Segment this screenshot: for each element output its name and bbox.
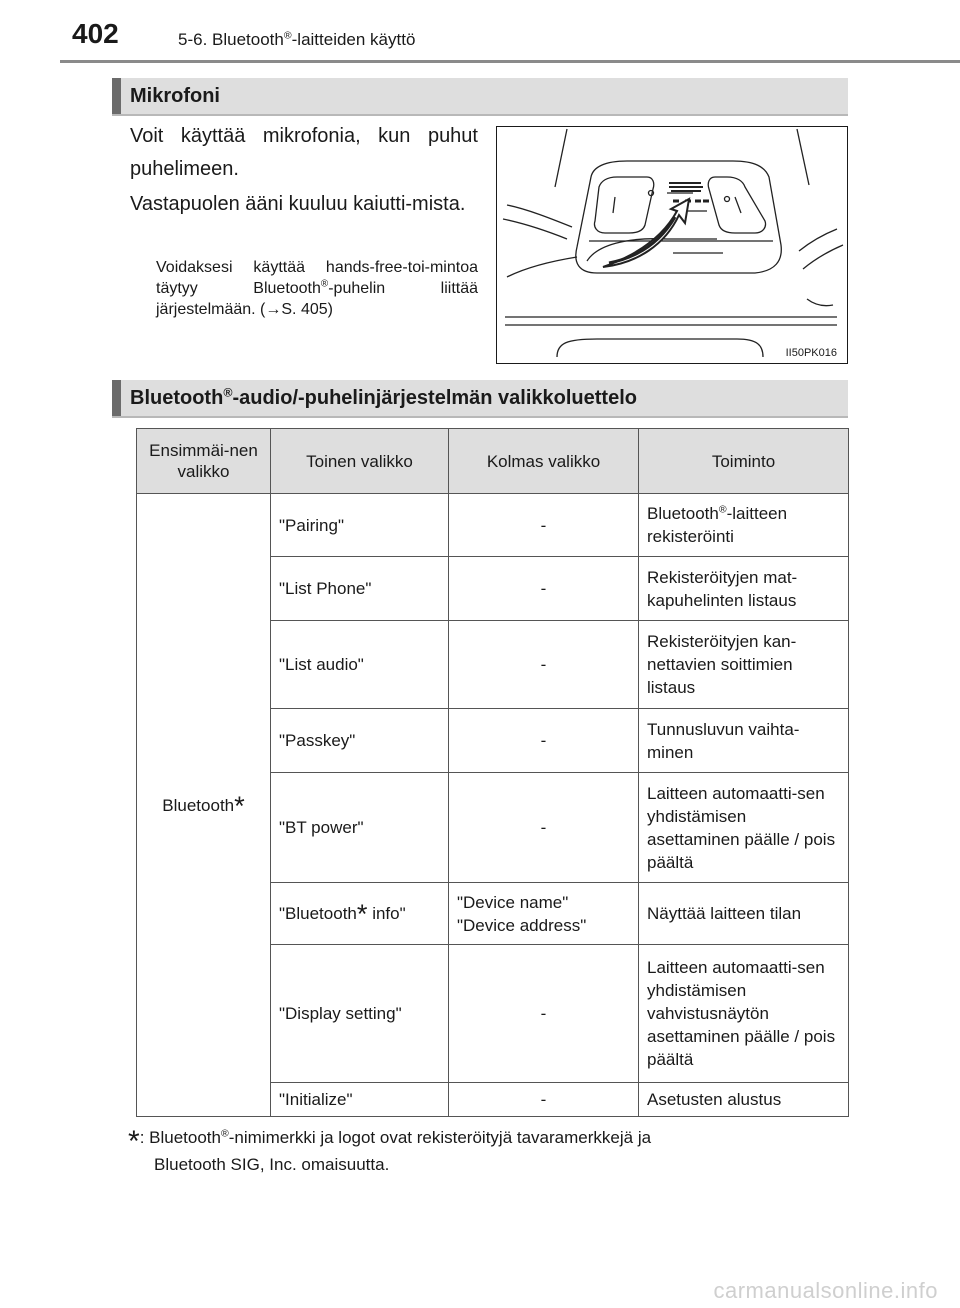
third-menu-cell: - <box>449 1083 639 1117</box>
heading-text: Mikrofoni <box>130 85 220 107</box>
footnote-line-1: *: Bluetooth®-nimimerkki ja logot ovat rekisteröityjä tavaramerkkejä ja <box>128 1125 652 1158</box>
third-menu-cell: "Device name" "Device address" <box>449 883 639 945</box>
note-hands-free: Voidaksesi käyttää hands-free-toi-mintoa täytyy Bluetooth®-puhelin liittää järjestelmään. (→S. 405) <box>156 259 478 318</box>
second-menu-cell: "List audio" <box>271 621 449 709</box>
function-cell: Rekisteröityjen mat-kapuhelinten listaus <box>639 557 849 621</box>
arrow-right-icon: → <box>265 301 282 318</box>
footnote-mark: * <box>128 1125 140 1158</box>
menu-table <box>136 428 849 1117</box>
microphone-illustration <box>496 126 848 364</box>
section-heading-mikrofoni <box>112 78 848 116</box>
paragraph-microphone-use: Voit käyttää mikrofonia, kun puhut puhelimeen. <box>130 125 478 180</box>
function-cell: Laitteen automaatti-sen yhdistämisen asettaminen päälle / pois päältä <box>639 773 849 883</box>
second-menu-cell: "BT power" <box>271 773 449 883</box>
second-menu-cell: "Bluetooth* info" <box>271 883 449 945</box>
paragraph-speaker: Vastapuolen ääni kuuluu kaiutti-mista. <box>130 193 466 215</box>
footnote-line-2: Bluetooth SIG, Inc. omaisuutta. <box>154 1155 390 1174</box>
function-cell: Rekisteröityjen kan-nettavien soittimien listaus <box>639 621 849 709</box>
third-menu-cell: - <box>449 621 639 709</box>
function-cell: Laitteen automaatti-sen yhdistämisen vahvistusnäytön asettaminen päälle / pois päältä <box>639 945 849 1083</box>
second-menu-cell: "Pairing" <box>271 494 449 557</box>
figure-code: II50PK016 <box>785 347 837 359</box>
table-header-row <box>137 429 849 494</box>
function-cell: Näyttää laitteen tilan <box>639 883 849 945</box>
header-rule <box>60 60 960 63</box>
third-menu-cell: - <box>449 557 639 621</box>
column-header-first-menu: Ensimmäi-nen valikko <box>137 429 271 494</box>
column-header-second-menu: Toinen valikko <box>271 429 449 494</box>
second-menu-cell: "Display setting" <box>271 945 449 1083</box>
section-title: 5-6. Bluetooth®-laitteiden käyttö <box>178 29 416 49</box>
footnote <box>128 1124 850 1178</box>
function-cell: Tunnusluvun vaihta-minen <box>639 709 849 773</box>
column-header-function: Toiminto <box>639 429 849 494</box>
first-menu-cell: Bluetooth* <box>137 494 271 1117</box>
table-row <box>137 494 849 557</box>
third-menu-cell: - <box>449 709 639 773</box>
second-menu-cell: "Passkey" <box>271 709 449 773</box>
function-cell: Asetusten alustus <box>639 1083 849 1117</box>
heading-bar <box>112 380 121 416</box>
heading-text: Bluetooth®-audio/-puhelinjärjestelmän valikkoluettelo <box>130 385 637 409</box>
column-header-third-menu: Kolmas valikko <box>449 429 639 494</box>
overhead-console-drawing <box>497 127 847 363</box>
function-cell: Bluetooth®-laitteen rekisteröinti <box>639 494 849 557</box>
page-header <box>0 0 960 64</box>
page-number: 402 <box>72 18 119 49</box>
third-menu-cell: - <box>449 494 639 557</box>
watermark: carmanualsonline.info <box>713 1278 938 1303</box>
third-menu-cell: - <box>449 773 639 883</box>
second-menu-cell: "Initialize" <box>271 1083 449 1117</box>
section-heading-menu-list <box>112 380 848 418</box>
heading-bar <box>112 78 121 114</box>
second-menu-cell: "List Phone" <box>271 557 449 621</box>
third-menu-cell: - <box>449 945 639 1083</box>
